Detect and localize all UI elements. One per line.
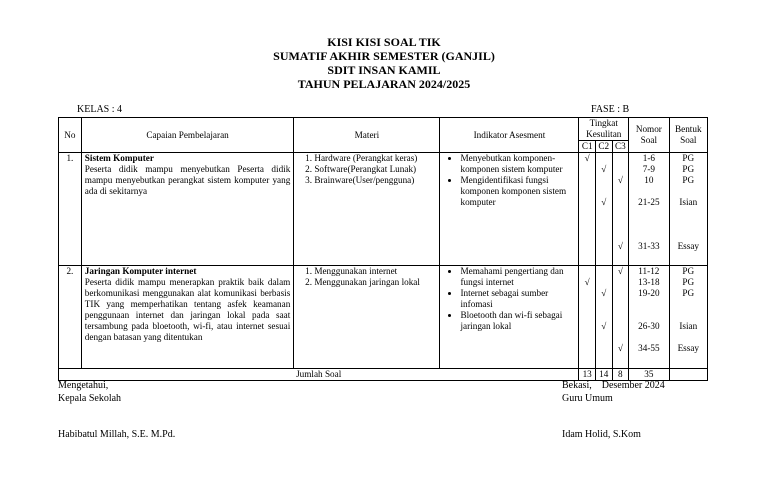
indikator-item: • Menyebutkan komponen-komponen sistem komputer [460, 153, 575, 175]
check-mark: √ [601, 321, 607, 331]
fase-label: FASE : B [591, 104, 630, 115]
bentuk-value [673, 186, 704, 197]
bentuk-value: PG [682, 277, 695, 287]
bentuk-value [673, 299, 704, 310]
bentuk-value: PG [682, 153, 695, 163]
header-materi: Materi [294, 118, 440, 153]
total-nomor: 35 [629, 369, 669, 381]
check-mark [596, 299, 612, 310]
nomor-value: 11-12 [638, 266, 660, 276]
check-mark [613, 277, 629, 288]
row-capaian [81, 266, 294, 369]
check-mark [596, 277, 612, 288]
row-c2 [595, 266, 612, 369]
cp-title: Sistem Komputer [84, 153, 154, 163]
table-row [59, 266, 708, 369]
nomor-value [632, 219, 665, 230]
bentuk-value [673, 310, 704, 321]
doc-title-line4: TAHUN PELAJARAN 2024/2025 [297, 77, 471, 91]
check-mark [579, 164, 595, 175]
check-mark [579, 343, 595, 354]
check-mark: √ [601, 164, 607, 174]
sign-right [562, 379, 665, 405]
nomor-value: 7-9 [642, 164, 655, 174]
header-indikator: Indikator Asesment [440, 118, 579, 153]
row-c2 [595, 153, 612, 266]
check-mark [613, 299, 629, 310]
check-mark [613, 153, 629, 164]
row-no: 1. [59, 153, 82, 266]
check-mark [596, 241, 612, 252]
check-mark [579, 299, 595, 310]
nomor-value [632, 299, 665, 310]
bentuk-value: PG [682, 288, 695, 298]
header-bentuk: Bentuk Soal [669, 118, 707, 153]
indikator-item: • Internet sebagai sumber infomasi [460, 288, 575, 310]
check-mark [579, 175, 595, 186]
header-c1: C1 [579, 141, 596, 153]
nomor-value: 31-33 [638, 241, 660, 251]
nomor-value: 1-6 [642, 153, 655, 163]
check-mark [596, 230, 612, 241]
row-c3 [612, 266, 629, 369]
check-mark [596, 186, 612, 197]
nomor-value: 34-55 [638, 343, 660, 353]
sign-left-name: Habibatul Millah, S.E. M.Pd. [58, 429, 176, 440]
header-no: No [59, 118, 82, 153]
bentuk-value: PG [682, 164, 695, 174]
total-c2: 14 [595, 369, 612, 381]
check-mark [613, 230, 629, 241]
row-materi [294, 153, 440, 266]
check-mark [596, 332, 612, 343]
sign-left-line1: Mengetahui, [58, 380, 109, 391]
check-mark [579, 219, 595, 230]
doc-title-line1: KISI KISI SOAL TIK [327, 35, 441, 49]
kelas-label: KELAS : 4 [77, 104, 122, 115]
row-indikator [440, 266, 579, 369]
nomor-value: 13-18 [638, 277, 660, 287]
row-no: 2. [59, 266, 82, 369]
header-c2: C2 [595, 141, 612, 153]
check-mark [579, 186, 595, 197]
check-mark: √ [617, 175, 623, 185]
row-bentuk [669, 266, 707, 369]
check-mark [596, 219, 612, 230]
table-row [59, 153, 708, 266]
check-mark [596, 343, 612, 354]
row-materi [294, 266, 440, 369]
total-c1: 13 [579, 369, 596, 381]
check-mark [613, 219, 629, 230]
check-mark [613, 321, 629, 332]
check-mark [596, 266, 612, 277]
materi-item: 1. Menggunakan internet [314, 266, 436, 277]
check-mark: √ [601, 197, 607, 207]
nomor-value: 19-20 [638, 288, 660, 298]
check-mark: √ [584, 277, 590, 287]
check-mark [579, 241, 595, 252]
materi-item: 1. Hardware (Perangkat keras) [314, 153, 436, 164]
check-mark [613, 186, 629, 197]
check-mark: √ [617, 343, 623, 353]
row-nomor [629, 266, 669, 369]
check-mark [579, 266, 595, 277]
check-mark [613, 310, 629, 321]
bentuk-value [673, 219, 704, 230]
doc-title-line2: SUMATIF AKHIR SEMESTER (GANJIL) [273, 49, 495, 63]
sign-right-line1: Bekasi, Desember 2024 [562, 380, 665, 391]
cp-text: Peserta didik mampu menerapkan praktik baik dalam berkomunikasi menggunakan alat komunikasi berbasis TIK yang memperhatikan tentang asfek keamanan penggunaan internet dan jaringan lokal pada saat tersambung pada bloetooth, wi-fi, atau internet sesuai dengan batasan yang ditentukan [84, 277, 291, 342]
doc-title-line3: SDIT INSAN KAMIL [327, 63, 441, 77]
row-capaian [81, 153, 294, 266]
row-c1 [579, 266, 596, 369]
materi-item: 2. Software(Perangkat Lunak) [314, 164, 436, 175]
header-c3: C3 [612, 141, 629, 153]
bentuk-value [673, 208, 704, 219]
header-nomor: Nomor Soal [629, 118, 669, 153]
row-c1 [579, 153, 596, 266]
check-mark [579, 288, 595, 299]
nomor-value [632, 208, 665, 219]
bentuk-value: Isian [679, 321, 698, 331]
indikator-item: • Bloetooth dan wi-fi sebagai jaringan lokal [460, 310, 575, 332]
nomor-value [632, 332, 665, 343]
kisi-kisi-table [58, 117, 708, 381]
indikator-item: • Mengidentifikasi fungsi komponen komponen sistem komputer [460, 175, 575, 208]
check-mark [579, 230, 595, 241]
bentuk-value: Isian [679, 197, 698, 207]
indikator-item: • Memahami pengertiang dan fungsi internet [460, 266, 575, 288]
check-mark [613, 208, 629, 219]
nomor-value [632, 310, 665, 321]
check-mark [596, 175, 612, 186]
check-mark [579, 310, 595, 321]
cp-title: Jaringan Komputer internet [84, 266, 197, 276]
nomor-value: 26-30 [638, 321, 660, 331]
sign-right-line2: Guru Umum [562, 393, 613, 404]
total-c3: 8 [612, 369, 629, 381]
cp-text: Peserta didik mampu menyebutkan Peserta didik mampu menyebutkan perangkat sistem komputer yang ada di sekitarnya [84, 164, 291, 196]
bentuk-value: Essay [677, 343, 699, 353]
row-indikator [440, 153, 579, 266]
check-mark [579, 332, 595, 343]
header-capaian: Capaian Pembelajaran [81, 118, 294, 153]
sign-left [58, 379, 121, 405]
check-mark [613, 164, 629, 175]
nomor-value [632, 230, 665, 241]
check-mark [579, 197, 595, 208]
header-tingkat: Tingkat Kesulitan [579, 118, 629, 141]
materi-item: 3. Brainware(User/pengguna) [314, 175, 436, 186]
bentuk-value: Essay [677, 241, 699, 251]
check-mark [579, 321, 595, 332]
check-mark: √ [601, 288, 607, 298]
row-bentuk [669, 153, 707, 266]
total-bentuk [669, 369, 707, 381]
total-label: Jumlah Soal [59, 369, 579, 381]
sign-right-name: Idam Holid, S.Kom [562, 429, 641, 440]
check-mark [596, 153, 612, 164]
bentuk-value: PG [682, 266, 695, 276]
nomor-value: 10 [644, 175, 654, 185]
row-c3 [612, 153, 629, 266]
nomor-value [632, 186, 665, 197]
bentuk-value [673, 230, 704, 241]
check-mark [579, 208, 595, 219]
check-mark: √ [617, 241, 623, 251]
bentuk-value: PG [682, 175, 695, 185]
nomor-value: 21-25 [638, 197, 660, 207]
row-nomor [629, 153, 669, 266]
check-mark [596, 208, 612, 219]
check-mark [613, 197, 629, 208]
check-mark [613, 332, 629, 343]
bentuk-value [673, 332, 704, 343]
check-mark: √ [584, 153, 590, 163]
materi-item: 2. Menggunakan jaringan lokal [314, 277, 436, 288]
sign-left-line2: Kepala Sekolah [58, 393, 122, 404]
check-mark [596, 310, 612, 321]
check-mark [613, 288, 629, 299]
check-mark: √ [617, 266, 623, 276]
